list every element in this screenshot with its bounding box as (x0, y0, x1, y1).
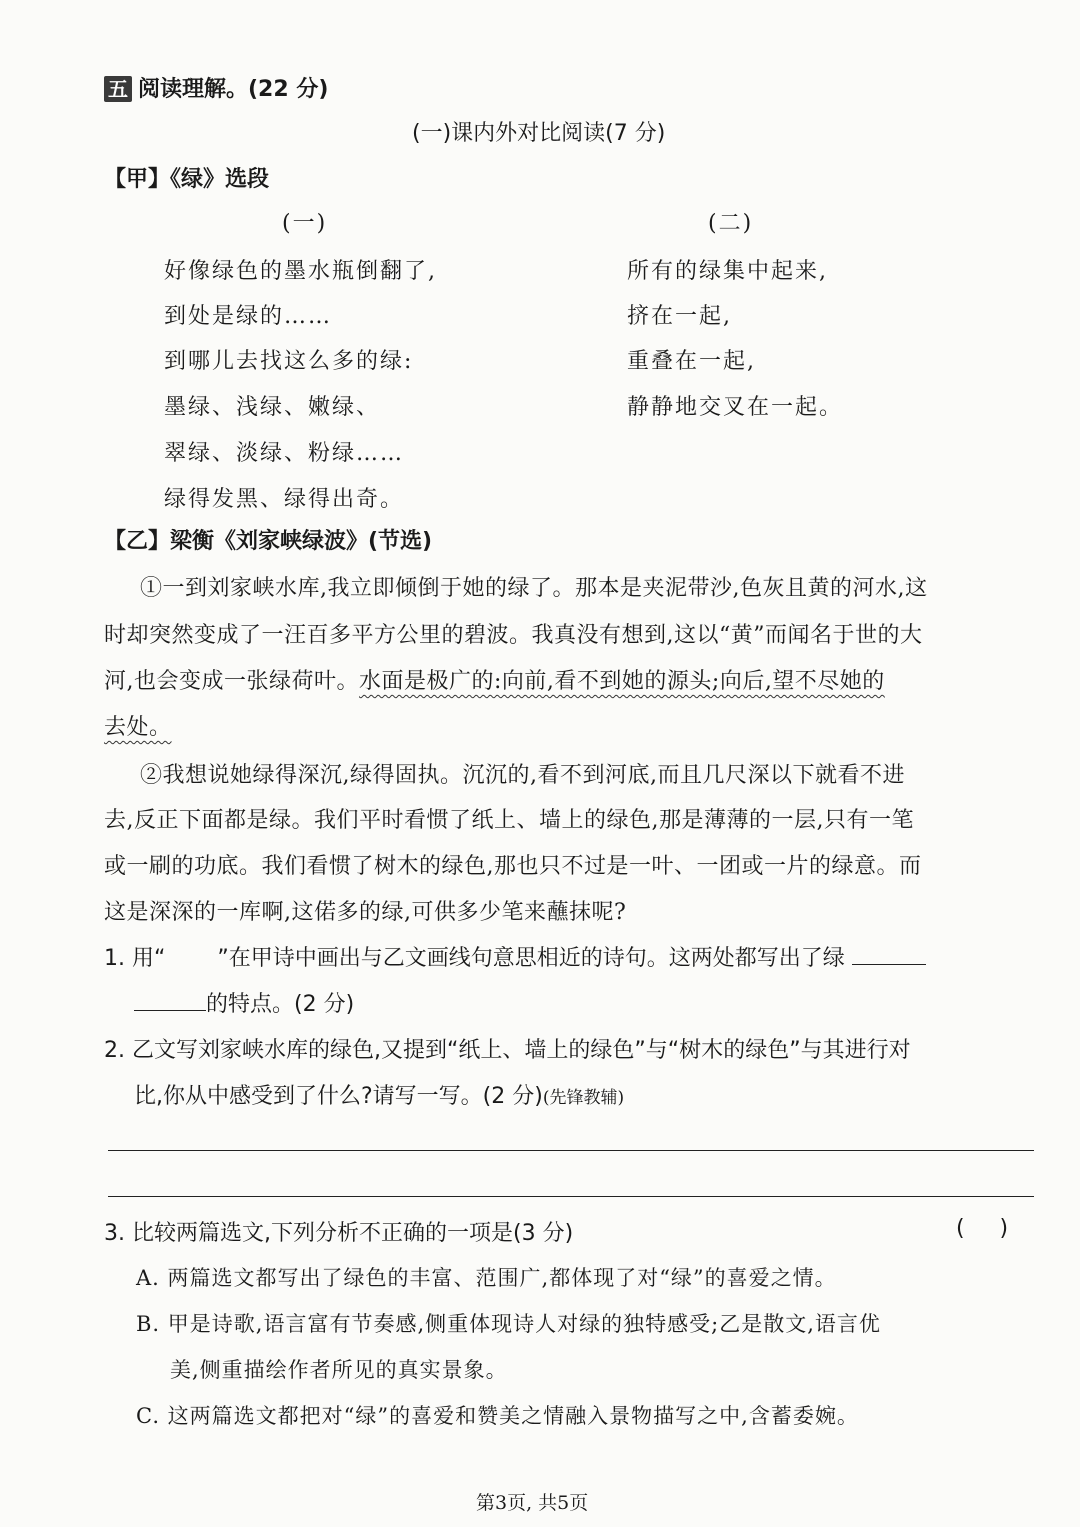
poem-line: 挤在一起, (627, 304, 732, 329)
question-2-cont (134, 1079, 624, 1110)
q3-text: 比较两篇选文,下列分析不正确的一项是(3 分) (132, 1221, 574, 1246)
poem-part2-heading: (二) (708, 211, 754, 236)
prose-line (104, 664, 885, 695)
poem-line: 绿得发黑、绿得出奇。 (164, 487, 405, 512)
q3-option-b: B. 甲是诗歌,语言富有节奏感,侧重体现诗人对绿的独特感受;乙是散文,语言优 (136, 1312, 881, 1336)
wavy-line-sample (165, 946, 217, 971)
poem-part1-heading: (一) (282, 211, 328, 236)
q1-number: 1. (104, 946, 125, 971)
q2-line2: 比,你从中感受到了什么?请写一写。(2 分) (134, 1084, 543, 1109)
prose-line: ②我想说她绿得深沉,绿得固执。沉沉的,看不到河底,而且几尺深以下就看不进 (140, 763, 905, 788)
poem-line: 重叠在一起, (627, 349, 756, 374)
answer-line-1[interactable] (108, 1150, 1034, 1151)
q3-option-c: C. 这两篇选文都把对“绿”的喜爱和赞美之情融入景物描写之中,含蓄委婉。 (136, 1404, 859, 1428)
q1-blank-1[interactable] (852, 944, 926, 965)
poem-line: 到哪儿去找这么多的绿: (164, 349, 414, 374)
q2-number: 2. (104, 1038, 125, 1063)
prose-line-text: 河,也会变成一张绿荷叶。 (104, 669, 359, 694)
answer-line-2[interactable] (108, 1196, 1034, 1197)
prose-line: 这是深深的一库啊,这偌多的绿,可供多少笔来蘸抹呢? (104, 900, 627, 925)
q1-text-a: 用“ (132, 946, 166, 971)
q3-number: 3. (104, 1221, 125, 1246)
q1-blank-2[interactable] (134, 990, 206, 1011)
q2-watermark: (先锋教辅) (542, 1088, 625, 1108)
q2-line1: 乙文写刘家峡水库的绿色,又提到“纸上、墙上的绿色”与“树木的绿色”与其进行对 (132, 1038, 911, 1063)
section-badge: 五 (104, 76, 132, 102)
poem-line: 墨绿、浅绿、嫩绿、 (164, 395, 381, 420)
prose-line: 时却突然变成了一汪百多平方公里的碧波。我真没有想到,这以“黄”而闻名于世的大 (104, 623, 923, 648)
sub-title: (一)课内外对比阅读(7 分) (412, 121, 666, 146)
poem-line: 所有的绿集中起来, (627, 259, 828, 284)
prose-label: 【乙】梁衡《刘家峡绿波》(节选) (104, 529, 433, 554)
q3-option-b-cont: 美,侧重描绘作者所见的真实景象。 (170, 1358, 508, 1382)
prose-line: 去,反正下面都是绿。我们平时看惯了纸上、墙上的绿色,那是薄薄的一层,只有一笔 (104, 808, 914, 833)
section-title: 阅读理解。(22 分) (138, 77, 329, 102)
poem-line: 静静地交叉在一起。 (627, 395, 844, 420)
underlined-sentence-end: 去处。 (104, 715, 172, 740)
poem-line: 好像绿色的墨水瓶倒翻了, (164, 259, 437, 284)
question-1-cont (134, 987, 354, 1018)
page-number: 第3页, 共5页 (476, 1492, 589, 1514)
q1-text-c: 的特点。(2 分) (206, 992, 355, 1017)
question-3 (104, 1216, 573, 1247)
q3-answer-paren[interactable]: ( ) (956, 1216, 1009, 1241)
question-1 (104, 941, 926, 972)
underlined-sentence: 水面是极广的:向前,看不到她的源头;向后,望不尽她的 (359, 669, 885, 694)
poem-line: 到处是绿的…… (164, 304, 333, 329)
prose-line (104, 710, 172, 741)
q1-text-b: ”在甲诗中画出与乙文画线句意思相近的诗句。这两处都写出了绿 (217, 946, 845, 971)
q3-option-a: A. 两篇选文都写出了绿色的丰富、范围广,都体现了对“绿”的喜爱之情。 (136, 1266, 837, 1290)
prose-line: 或一刷的功底。我们看惯了树木的绿色,那也只不过是一叶、一团或一片的绿意。而 (104, 854, 922, 879)
poem-line: 翠绿、淡绿、粉绿…… (164, 441, 405, 466)
poem-label: 【甲】《绿》选段 (104, 167, 270, 192)
prose-line: ①一到刘家峡水库,我立即倾倒于她的绿了。那本是夹泥带沙,色灰且黄的河水,这 (140, 576, 928, 601)
section-header (104, 72, 328, 103)
question-2 (104, 1033, 911, 1064)
